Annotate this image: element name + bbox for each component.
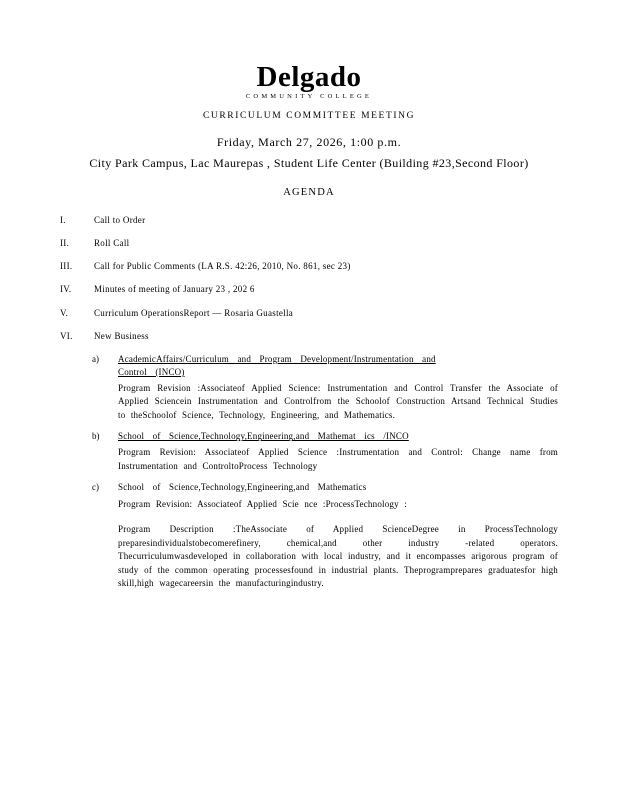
- sub-item-heading-line1: School of Science,Technology,Engineering,and Mathematics: [118, 482, 367, 493]
- agenda-item-text: New Business: [94, 330, 149, 341]
- agenda-item-number: V.: [60, 307, 69, 318]
- agenda-item: [60, 214, 558, 226]
- sub-item-letter: a): [92, 353, 99, 364]
- sub-item-body: [118, 430, 558, 473]
- sub-item-body: [118, 481, 558, 590]
- agenda-item: [60, 237, 558, 249]
- agenda-item: [60, 307, 558, 319]
- sub-item-letter: c): [92, 482, 99, 493]
- sub-item: [60, 353, 558, 423]
- agenda-item-text: Roll Call: [94, 238, 130, 249]
- masthead: [60, 63, 558, 198]
- agenda-item-text: Call for Public Comments (LA R.S. 42:26, 2010, No. 861, sec 23): [94, 261, 351, 272]
- agenda-item-text: Curriculum OperationsReport — Rosaria Guastella: [94, 307, 294, 318]
- agenda-heading: AGENDA: [283, 187, 335, 198]
- agenda-item-text: Call to Order: [94, 215, 146, 225]
- sub-item-paragraph: Program Revision: Associateof Applied Scie nce :ProcessTechnology :: [118, 498, 407, 509]
- sub-item: [60, 430, 558, 473]
- college-logo-subtitle: COMMUNITY COLLEGE: [245, 93, 373, 100]
- sub-item-paragraph: Program Revision: Associateof Applied Science :Instrumentation and Control: Change name from Instrumentation and ControltoProcess Technology: [118, 447, 558, 471]
- agenda-list: [60, 214, 558, 591]
- agenda-item-number: I.: [60, 215, 66, 225]
- new-business-subitems: [60, 353, 558, 591]
- meeting-title: CURRICULUM COMMITTEE MEETING: [202, 111, 416, 121]
- sub-item-heading-line1: School of Science,Technology,Engineering,and Mathemat ics /INCO: [118, 431, 409, 442]
- sub-item-paragraph: Program Revision :Associateof Applied Science: Instrumentation and Control Transfer the Associate of Applied Sciencein Instrumentation and Controlfrom the Schoolof Construction Artsand Technical Studies to theSchoolof Science, Technology, Engineering, and Mathematics.: [118, 382, 558, 420]
- agenda-item: [60, 260, 558, 272]
- meeting-date: Friday, March 27, 2026, 1:00 p.m.: [216, 135, 402, 149]
- meeting-location: City Park Campus, Lac Maurepas , Student Life Center (Building #23,Second Floor): [89, 156, 529, 170]
- sub-item-body: [118, 353, 558, 423]
- sub-item-heading-line1: AcademicAffairs/Curriculum and Program Development/Instrumentation and: [118, 353, 436, 364]
- sub-item-heading-line2: Control (INCO): [118, 366, 185, 377]
- agenda-item-number: IV.: [60, 284, 72, 295]
- agenda-item-text: Minutes of meeting of January 23 , 202 6: [94, 284, 255, 295]
- agenda-item: [60, 283, 558, 295]
- sub-item: [60, 481, 558, 590]
- agenda-item: [60, 330, 558, 342]
- agenda-item-number: II.: [60, 238, 70, 249]
- college-logo-wordmark: Delgado: [256, 61, 362, 93]
- agenda-item-number: III.: [60, 261, 73, 272]
- agenda-item-number: VI.: [60, 330, 73, 341]
- sub-item-letter: b): [92, 431, 100, 442]
- sub-item-paragraph: Program Description :TheAssociate of Applied ScienceDegree in ProcessTechnology preparesindividualstobecomerefinery, chemical,and other industry -related operators. Thecurriculumwasdeveloped in collaboration with local industry, and it encompasses arigorous program of study of the common operating processesfound in industrial plants. Theprogramprepares graduatesfor high skill,high wagecareersin the manufacturingindustry.: [118, 524, 558, 589]
